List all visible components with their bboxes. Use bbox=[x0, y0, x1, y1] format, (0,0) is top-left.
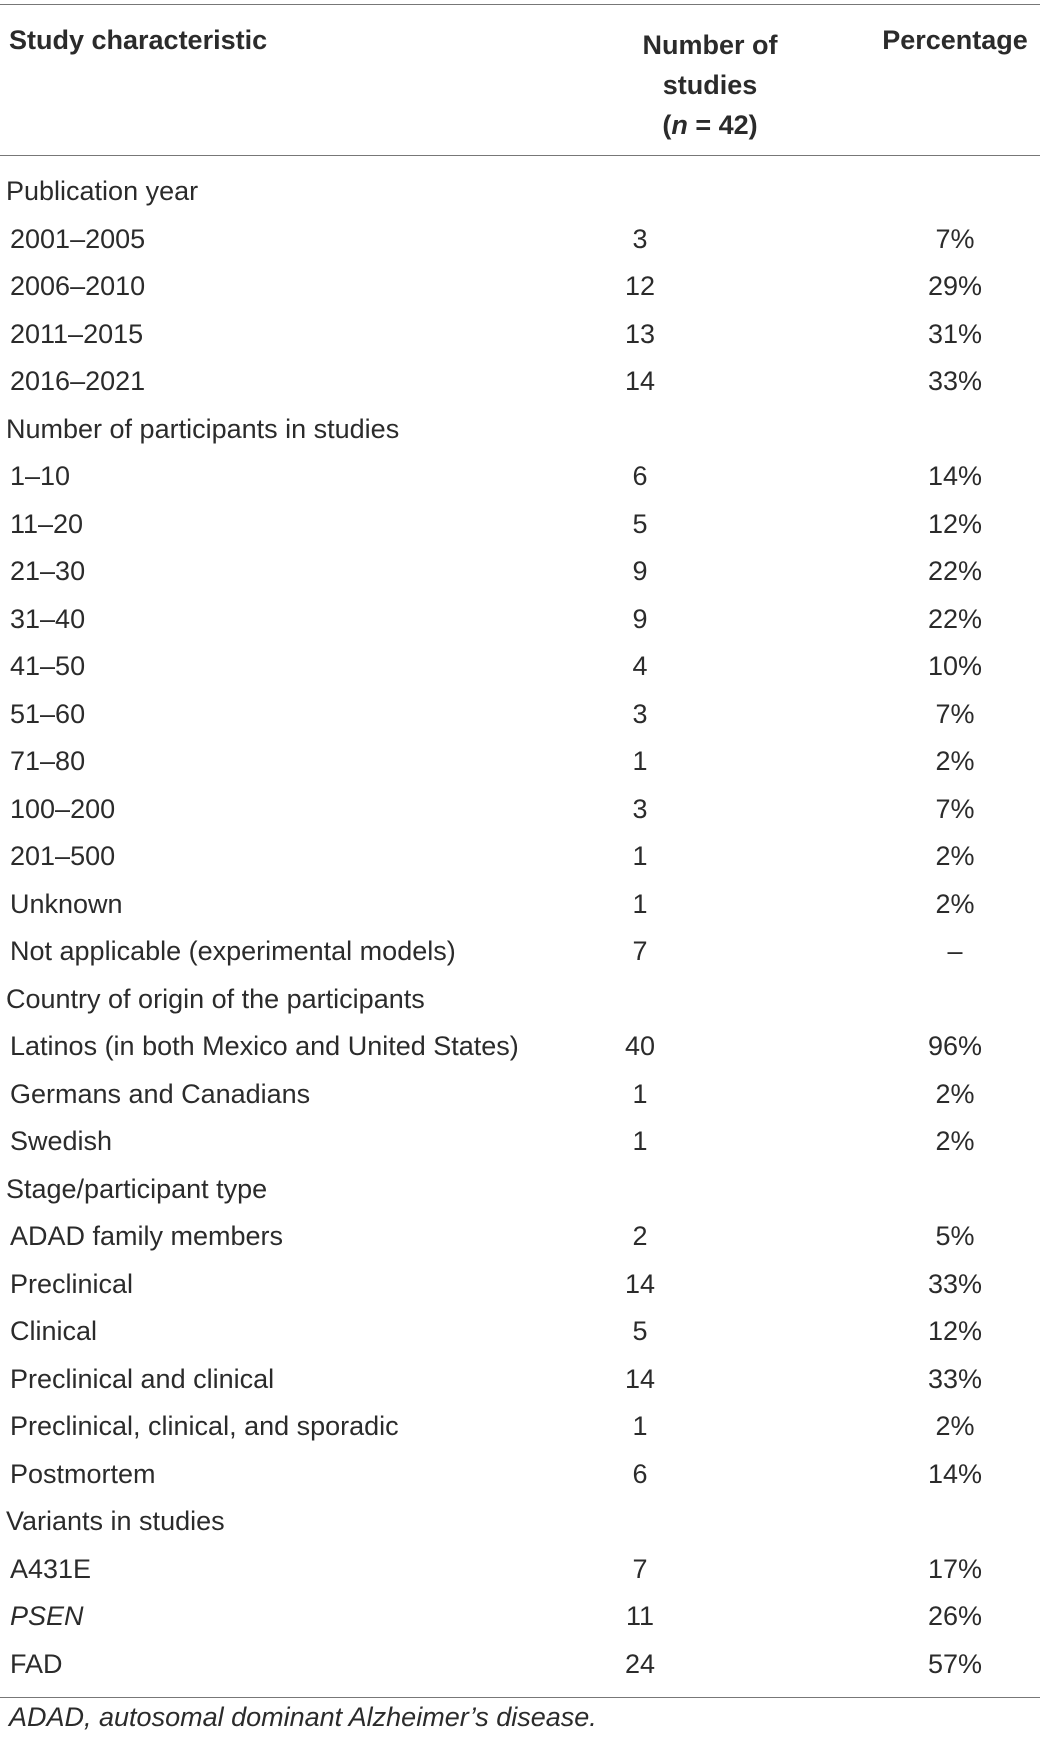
row-count: 7 bbox=[632, 1553, 648, 1584]
table-row bbox=[0, 1403, 1040, 1451]
table-row bbox=[0, 1546, 1040, 1594]
row-label: Preclinical, clinical, and sporadic bbox=[10, 1411, 399, 1441]
section-row bbox=[0, 1498, 1040, 1546]
row-count: 1 bbox=[632, 746, 648, 776]
row-label: Not applicable (experimental models) bbox=[10, 936, 456, 966]
row-label: 11–20 bbox=[10, 508, 84, 539]
row-count: 3 bbox=[632, 698, 648, 729]
row-label: PSEN bbox=[10, 1601, 84, 1631]
header-number-line2: studies bbox=[662, 70, 758, 100]
row-percentage: 17% bbox=[927, 1553, 983, 1584]
row-label: 201–500 bbox=[10, 841, 116, 871]
row-label: ADAD family members bbox=[10, 1221, 284, 1251]
row-label: 41–50 bbox=[10, 651, 86, 681]
row-percentage: 2% bbox=[935, 841, 975, 871]
row-count: 1 bbox=[632, 888, 648, 919]
table-body bbox=[0, 168, 1040, 1688]
header-study-characteristic: Study characteristic bbox=[9, 25, 268, 55]
section-label: Country of origin of the participants bbox=[6, 983, 425, 1014]
table-row bbox=[0, 1261, 1040, 1309]
row-count: 24 bbox=[624, 1648, 656, 1679]
section-label: Stage/participant type bbox=[6, 1173, 268, 1204]
row-percentage: 14% bbox=[927, 1458, 983, 1489]
table-row bbox=[0, 311, 1040, 359]
row-count: 5 bbox=[632, 508, 648, 539]
row-label: A431E bbox=[10, 1553, 92, 1584]
row-percentage: 31% bbox=[927, 318, 983, 349]
table-row bbox=[0, 833, 1040, 881]
row-label: 71–80 bbox=[10, 746, 86, 776]
row-label: Unknown bbox=[10, 888, 123, 919]
row-percentage: 2% bbox=[935, 1126, 975, 1156]
row-percentage: 12% bbox=[927, 1316, 983, 1346]
row-percentage: 5% bbox=[935, 1221, 975, 1251]
row-percentage: 26% bbox=[927, 1601, 983, 1631]
header-n-italic: n bbox=[671, 110, 688, 140]
row-label: Preclinical and clinical bbox=[10, 1363, 275, 1394]
header-number-n bbox=[598, 105, 822, 145]
row-label: Preclinical bbox=[10, 1268, 134, 1299]
table-header bbox=[0, 20, 1040, 150]
row-label: 2006–2010 bbox=[10, 271, 146, 301]
table-row bbox=[0, 1023, 1040, 1071]
row-label: 2001–2005 bbox=[10, 223, 146, 254]
row-label: Clinical bbox=[10, 1316, 98, 1346]
row-count: 14 bbox=[624, 1268, 656, 1299]
row-label: 100–200 bbox=[10, 793, 116, 824]
section-row bbox=[0, 1166, 1040, 1214]
table-row bbox=[0, 453, 1040, 501]
table-row bbox=[0, 1118, 1040, 1166]
table-row bbox=[0, 643, 1040, 691]
table-row bbox=[0, 738, 1040, 786]
table-row bbox=[0, 596, 1040, 644]
row-percentage: 12% bbox=[927, 508, 983, 539]
bottom-rule bbox=[0, 1697, 1040, 1698]
row-percentage: 22% bbox=[927, 603, 983, 634]
row-label: Germans and Canadians bbox=[10, 1078, 311, 1109]
row-label: Swedish bbox=[10, 1126, 113, 1156]
row-count: 7 bbox=[632, 936, 648, 966]
row-label: 2016–2021 bbox=[10, 366, 146, 396]
top-rule bbox=[0, 4, 1040, 5]
row-percentage: 29% bbox=[927, 271, 983, 301]
header-rule bbox=[0, 155, 1040, 156]
row-count: 2 bbox=[632, 1221, 648, 1251]
row-percentage: 2% bbox=[935, 1078, 975, 1109]
row-count: 1 bbox=[632, 1126, 648, 1156]
section-label: Number of participants in studies bbox=[6, 413, 400, 444]
row-percentage: 33% bbox=[927, 366, 983, 396]
table-footnote: ADAD, autosomal dominant Alzheimer’s disease. bbox=[9, 1702, 597, 1732]
row-label: Latinos (in both Mexico and United States) bbox=[10, 1031, 519, 1061]
table-row bbox=[0, 548, 1040, 596]
row-count: 1 bbox=[632, 1411, 648, 1441]
row-label: 21–30 bbox=[10, 556, 86, 586]
row-count: 5 bbox=[632, 1316, 648, 1346]
section-label: Variants in studies bbox=[6, 1506, 225, 1536]
row-count: 6 bbox=[632, 1458, 648, 1489]
header-number-line1: Number of bbox=[642, 30, 778, 60]
row-count: 6 bbox=[632, 461, 648, 491]
row-label: 2011–2015 bbox=[10, 318, 144, 349]
row-percentage: – bbox=[947, 936, 963, 966]
row-count: 12 bbox=[624, 271, 656, 301]
row-label: Postmortem bbox=[10, 1458, 156, 1489]
row-label: FAD bbox=[10, 1648, 63, 1679]
row-percentage: 22% bbox=[927, 556, 983, 586]
header-number-of-studies bbox=[598, 25, 822, 145]
row-percentage: 33% bbox=[927, 1268, 983, 1299]
row-count: 1 bbox=[632, 841, 648, 871]
row-count: 3 bbox=[632, 223, 648, 254]
row-count: 40 bbox=[624, 1031, 656, 1061]
row-percentage: 2% bbox=[935, 888, 975, 919]
table-row bbox=[0, 691, 1040, 739]
row-label: 51–60 bbox=[10, 698, 86, 729]
table-row bbox=[0, 1641, 1040, 1689]
row-percentage: 7% bbox=[935, 223, 975, 254]
table-row bbox=[0, 1593, 1040, 1641]
section-row bbox=[0, 976, 1040, 1024]
row-label: 1–10 bbox=[10, 461, 71, 491]
header-percentage: Percentage bbox=[882, 25, 1028, 55]
row-count: 4 bbox=[632, 651, 648, 681]
row-count: 9 bbox=[632, 603, 648, 634]
table-row bbox=[0, 216, 1040, 264]
table-row bbox=[0, 263, 1040, 311]
row-percentage: 96% bbox=[927, 1031, 983, 1061]
table-row bbox=[0, 1308, 1040, 1356]
section-row bbox=[0, 168, 1040, 216]
row-percentage: 10% bbox=[927, 651, 983, 681]
row-count: 11 bbox=[625, 1601, 655, 1631]
row-percentage: 14% bbox=[927, 461, 983, 491]
row-percentage: 57% bbox=[927, 1648, 983, 1679]
table-row bbox=[0, 1071, 1040, 1119]
table-row bbox=[0, 928, 1040, 976]
row-percentage: 7% bbox=[935, 793, 975, 824]
row-percentage: 2% bbox=[935, 746, 975, 776]
row-count: 14 bbox=[624, 366, 656, 396]
row-count: 9 bbox=[632, 556, 648, 586]
header-n-open: ( bbox=[662, 110, 672, 140]
row-percentage: 33% bbox=[927, 1363, 983, 1394]
row-label: 31–40 bbox=[10, 603, 86, 634]
section-row bbox=[0, 406, 1040, 454]
table-row bbox=[0, 1213, 1040, 1261]
table-row bbox=[0, 1356, 1040, 1404]
section-label: Publication year bbox=[6, 176, 199, 206]
table-row bbox=[0, 1451, 1040, 1499]
table-row bbox=[0, 786, 1040, 834]
row-count: 13 bbox=[624, 318, 656, 349]
row-count: 3 bbox=[632, 793, 648, 824]
row-count: 1 bbox=[632, 1078, 648, 1109]
table-row bbox=[0, 358, 1040, 406]
table-row bbox=[0, 501, 1040, 549]
row-count: 14 bbox=[624, 1363, 656, 1394]
header-n-rest: = 42) bbox=[687, 110, 758, 140]
table-row bbox=[0, 881, 1040, 929]
row-percentage: 2% bbox=[935, 1411, 975, 1441]
row-percentage: 7% bbox=[935, 698, 975, 729]
